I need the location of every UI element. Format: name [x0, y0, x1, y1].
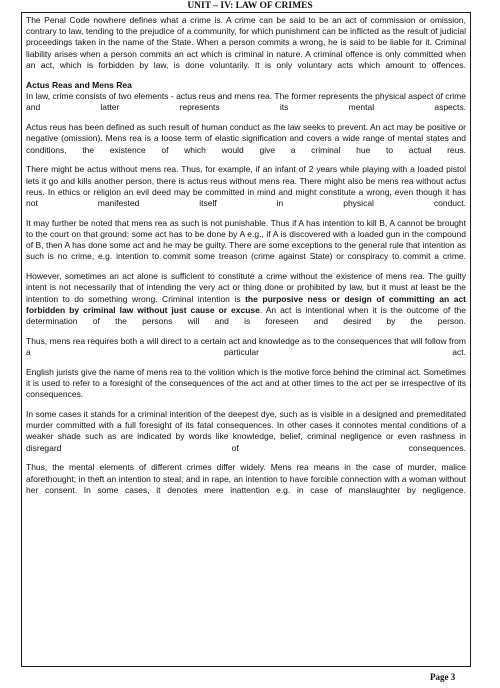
page-number: Page 3 — [430, 672, 456, 682]
criminal-intention-text-b: . An act is intentional when it is the outcome of the determination of the persons will and is foreseen and desired by the person. — [26, 304, 466, 327]
paragraph-two-elements: In law, crime consists of two elements - actus reus and mens rea. The former represents the physical aspect of crime and latter represents its mental aspects. — [26, 91, 466, 113]
paragraph-criminal-intention — [26, 271, 466, 327]
criminal-intention-text-a: However, sometimes an act alone is sufficient to constitute a crime without the existence of mens rea. The guilty intent is not necessarily that of intending the very act or thing done or prohibited by law, but it must at least be the intention to do something wrong. Criminal intention is — [26, 271, 466, 304]
paragraph-will-and-knowledge: Thus, mens rea requires both a will direct to a certain act and knowledge as to the consequences that will follow from a particular act. — [26, 335, 466, 358]
paragraph-mental-elements: Thus, the mental elements of different crimes differ widely. Mens rea means in the case of murder, malice aforethought; in theft an intention to steal; and in rape, an intention to have forcible connection with a woman without her consent. In some cases, it denotes mere inattention e.g. in case of manslaughter by negligence. — [26, 462, 466, 495]
paragraph-actus-without-mens-rea: There might be actus without mens rea. Thus, for example, if an infant of 2 years while playing with a loaded pistol lets it go and kills another person, there is actus reus without mens rea. There might also be mens rea without actus reus. In ethics or religion an evil deed may be committed in mind and might constitute a wrong, even though it has not manifested itself in physical conduct. — [26, 164, 466, 209]
paragraph-mens-rea-not-punishable: It may further be noted that mens rea as such is not punishable. Thus if A has intention to kill B, A cannot be brought to the court on that ground; some act has to be done by A e.g., if A is discovered with a loaded gun in the compound of B, then A has done some act and he may be guilty. There are some exceptions to the general rule that intention as such is no crime, e.g. intention to commit some treason (crime against State) or conspiracy to commit a crime. — [26, 217, 466, 262]
paragraph-deepest-dye: In some cases it stands for a criminal intention of the deepest dye, such as is visible in a designed and premeditated murder committed with a full foresight of its fatal consequences. In other cases it connotes mental conditions of a weaker shade such as are indicated by words like knowledge, belief, criminal negligence or even rashness in disregard of consequences. — [26, 409, 466, 453]
paragraph-english-jurists: English jurists give the name of mens rea to the volition which is the motive force behind the criminal act. Sometimes it is used to refer to a foresight of the consequences of the act and at other times to the act per se irrespective of its consequences. — [26, 366, 466, 400]
page-header: UNIT – IV: LAW OF CRIMES — [187, 1, 313, 11]
paragraph-actus-reus: Actus reus has been defined as such result of human conduct as the law seeks to prevent. An act may be positive or negative (omission). Mens rea is a loose term of elastic signification and covers a wide range of mental states and conditions, the existence of which would give a criminal hue to actual reus. — [26, 122, 466, 155]
content-frame — [21, 12, 471, 667]
criminal-intention-definition: the purposive ness or design of committing an act forbidden by criminal law without just cause or excuse — [26, 293, 466, 315]
paragraph-crime-definition: The Penal Code nowhere defines what a crime is. A crime can be said to be an act of commission or omission, contrary to law, tending to the prejudice of a community, for which punishment can be inflicted as the result of judicial proceedings taken in the name of the State. When a person commits a wrong, he is said to be liable for it. Criminal liability arises when a person commits an act which is criminal in nature. A criminal offence is only committed when an act, which is forbidden by law, is done voluntarily. It is only voluntary acts which amount to offences. — [26, 15, 466, 70]
section-heading: Actus Reas and Mens Rea — [26, 80, 132, 91]
